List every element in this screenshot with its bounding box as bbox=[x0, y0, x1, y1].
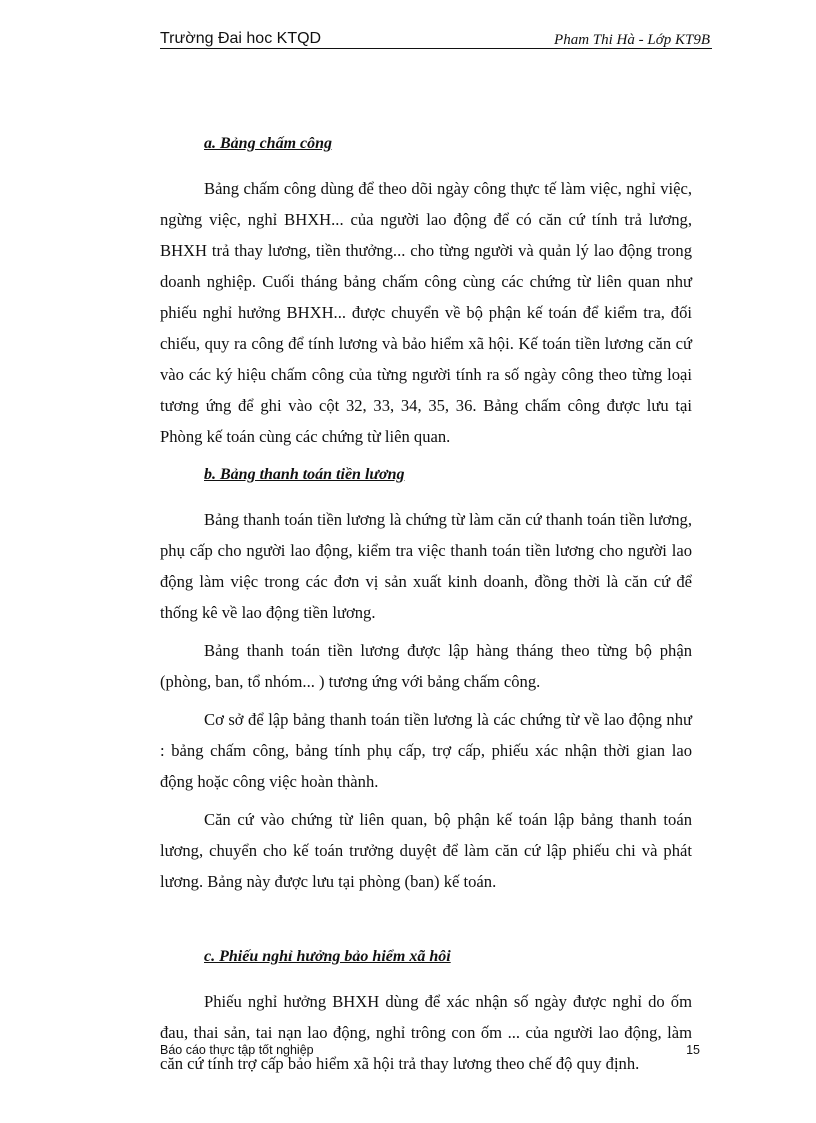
footer-title: Báo cáo thực tập tốt nghiệp bbox=[160, 1043, 314, 1057]
paragraph: Bảng thanh toán tiền lương được lập hàng tháng theo từng bộ phận (phòng, ban, tổ nhóm... ) tương ứng với bảng chấm công. bbox=[160, 641, 692, 691]
heading-phieu-nghi-huong-bhxh: c. Phiếu nghỉ hưởng bảo hiểm xã hôi bbox=[204, 948, 451, 965]
document-body bbox=[160, 128, 692, 1079]
header-author: Pham Thi Hà - Lớp KT9B bbox=[554, 32, 710, 48]
header-rule bbox=[160, 48, 712, 49]
heading-bang-cham-cong: a. Bảng chấm công bbox=[204, 135, 333, 152]
paragraph: Cơ sở để lập bảng thanh toán tiền lương là các chứng từ về lao động như : bảng chấm công, bảng tính phụ cấp, trợ cấp, phiếu xác nhận thời gian lao động hoặc công việc hoàn thành. bbox=[160, 710, 692, 791]
page-header bbox=[160, 30, 712, 50]
paragraph: Căn cứ vào chứng từ liên quan, bộ phận kế toán lập bảng thanh toán lương, chuyển cho kế toán trưởng duyệt để làm căn cứ lập phiếu chi và phát lương. Bảng này được lưu tại phòng (ban) kế toán. bbox=[160, 810, 692, 891]
header-school: Trường Đai hoc KTQD bbox=[160, 30, 322, 47]
page-number: 15 bbox=[686, 1043, 700, 1057]
paragraph: Bảng chấm công dùng để theo dõi ngày công thực tế làm việc, nghỉ việc, ngừng việc, nghỉ BHXH... của người lao động để có căn cứ tính trả lương, BHXH trả thay lương, tiền thưởng... cho từng người và quản lý lao động trong doanh nghiệp. Cuối tháng bảng chấm công cùng các chứng từ liên quan như phiếu nghỉ hưởng BHXH... được chuyển về bộ phận kế toán để kiểm tra, đối chiếu, quy ra công để tính lương và bảo hiểm xã hội. Kế toán tiền lương căn cứ vào các ký hiệu chấm công của từng người tính ra số ngày công theo từng loại tương ứng để ghi vào cột 32, 33, 34, 35, 36. Bảng chấm công được lưu tại Phòng kế toán cùng các chứng từ liên quan. bbox=[160, 179, 692, 446]
paragraph: Bảng thanh toán tiền lương là chứng từ làm căn cứ thanh toán tiền lương, phụ cấp cho người lao động, kiểm tra việc thanh toán tiền lương cho người lao động làm việc trong các đơn vị sản xuất kinh doanh, đồng thời là căn cứ để thống kê về lao động tiền lương. bbox=[160, 510, 692, 622]
heading-bang-thanh-toan-tien-luong: b. Bảng thanh toán tiền lương bbox=[204, 466, 405, 483]
paragraph: Phiếu nghỉ hưởng BHXH dùng để xác nhận số ngày được nghỉ do ốm đau, thai sản, tai nạn lao động, nghỉ trông con ốm ... của người lao động, làm căn cứ tính trợ cấp bảo hiểm xã hội trả thay lương theo chế độ quy định. bbox=[160, 992, 692, 1073]
